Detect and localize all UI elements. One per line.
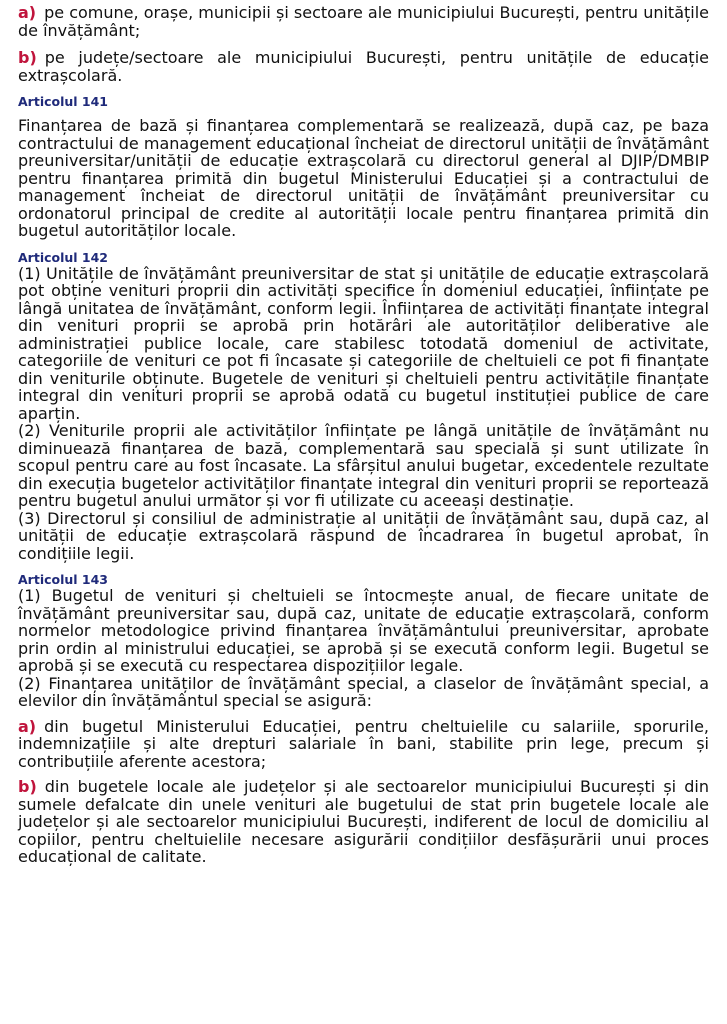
article-143-text-b: din bugetele locale ale județelor și ale sectoarelor municipiului București și din sumele defalcate din unele venituri ale bugetului de stat prin bugetele locale ale județelor și ale sectoarelor municipiului București, indiferent de locul de domiciliu al copiilor, pentru cheltuielile necesare asigurării condițiilor desfășurării unui proces educațional de calitate.	[18, 777, 709, 866]
list-letter-b: b)	[18, 48, 37, 67]
article-143-paragraph-1: (1) Bugetul de venituri și cheltuieli se întocmește anual, de fiecare unitate de învățământ preuniversitar sau, după caz, unitate de educație extrașcolară, conform normelor metodologice privind finanțarea învățământului preuniversitar, aprobate prin ordin al ministrului educației, se aprobă și se execută conform legii. Bugetul se aprobă și se execută cu respectarea dispozițiilor legale.	[18, 586, 709, 675]
article-143-item-a	[18, 718, 709, 771]
article-143-letter-a: a)	[18, 716, 37, 736]
list-letter-a: a)	[18, 3, 37, 22]
article-143-heading: Articolul 143	[18, 572, 109, 587]
article-142-paragraph-1: (1) Unitățile de învățământ preuniversitar de stat și unitățile de educație extrașcolară pot obține venituri proprii din activități specifice în domeniul educației, înființate pe lângă unitatea de învățământ, conform legii. Înființarea de activități finanțate integral din venituri proprii se aprobă prin hotărâri ale autorităților deliberative ale administrației publice locale, care stabilesc totodată domeniul de activitate, categoriile de venituri ce pot fi încasate și categoriile de cheltuieli ce pot fi finanțate din veniturile obținute. Bugetele de venituri și cheltuieli pentru activitățile finanțate integral din venituri proprii se aprobă odată cu bugetul instituției publice de care aparțin.	[18, 263, 709, 423]
article-143-letter-b: b)	[18, 777, 37, 796]
list-text-a: pe comune, orașe, municipii și sectoare ale municipiului București, pentru unitățile de învățământ;	[18, 3, 709, 40]
article-143-text-a: din bugetul Ministerului Educației, pentru cheltuielile cu salariile, sporurile, indemnizațiile și alte drepturi salariale în bani, stabilite prin lege, precum și contribuțiile aferente acestora;	[18, 716, 709, 771]
list-item-a	[18, 4, 709, 39]
article-142-paragraph-2: (2) Veniturile proprii ale activităților înființate pe lângă unitățile de învățământ nu diminuează finanțarea de bază, complementară sau specială și sunt utilizate în scopul pentru care au fost încasate. La sfârșitul anului bugetar, excedentele rezultate din execuția bugetelor activităților finanțate integral din venituri proprii se reportează pentru bugetul anului următor și vor fi utilizate cu aceeași destinație.	[18, 421, 709, 510]
article-142-heading: Articolul 142	[18, 249, 109, 265]
article-142-paragraph-3: (3) Directorul și consiliul de administrație al unității de învățământ sau, după caz, al unității de educație extrașcolară răspund de încadrarea în bugetul aprobat, în condițiile legii.	[18, 508, 709, 563]
article-141-text: Finanțarea de bază și finanțarea complementară se realizează, după caz, pe baza contractului de management educațional încheiat de directorul unității de învățământ preuniversitar/unității de educație extrașcolară cu directorul general al DJIP/DMBIP pentru finanțarea primită din bugetul Ministerului Educației și a contractului de management încheiat de directorul unității de învățământ preuniversitar cu ordonatorul principal de credite al autorității locale pentru finanțarea primită din bugetul autorităților locale.	[18, 116, 709, 240]
article-143-item-b	[18, 778, 709, 866]
article-143-paragraph-2: (2) Finanțarea unităților de învățământ special, a claselor de învățământ special, a elevilor din învățământul special se asigură:	[18, 673, 709, 710]
article-141-heading: Articolul 141	[18, 94, 109, 109]
list-text-b: pe județe/sectoare ale municipiului București, pentru unitățile de educație extrașcolară.	[18, 48, 709, 85]
list-item-b	[18, 49, 709, 84]
